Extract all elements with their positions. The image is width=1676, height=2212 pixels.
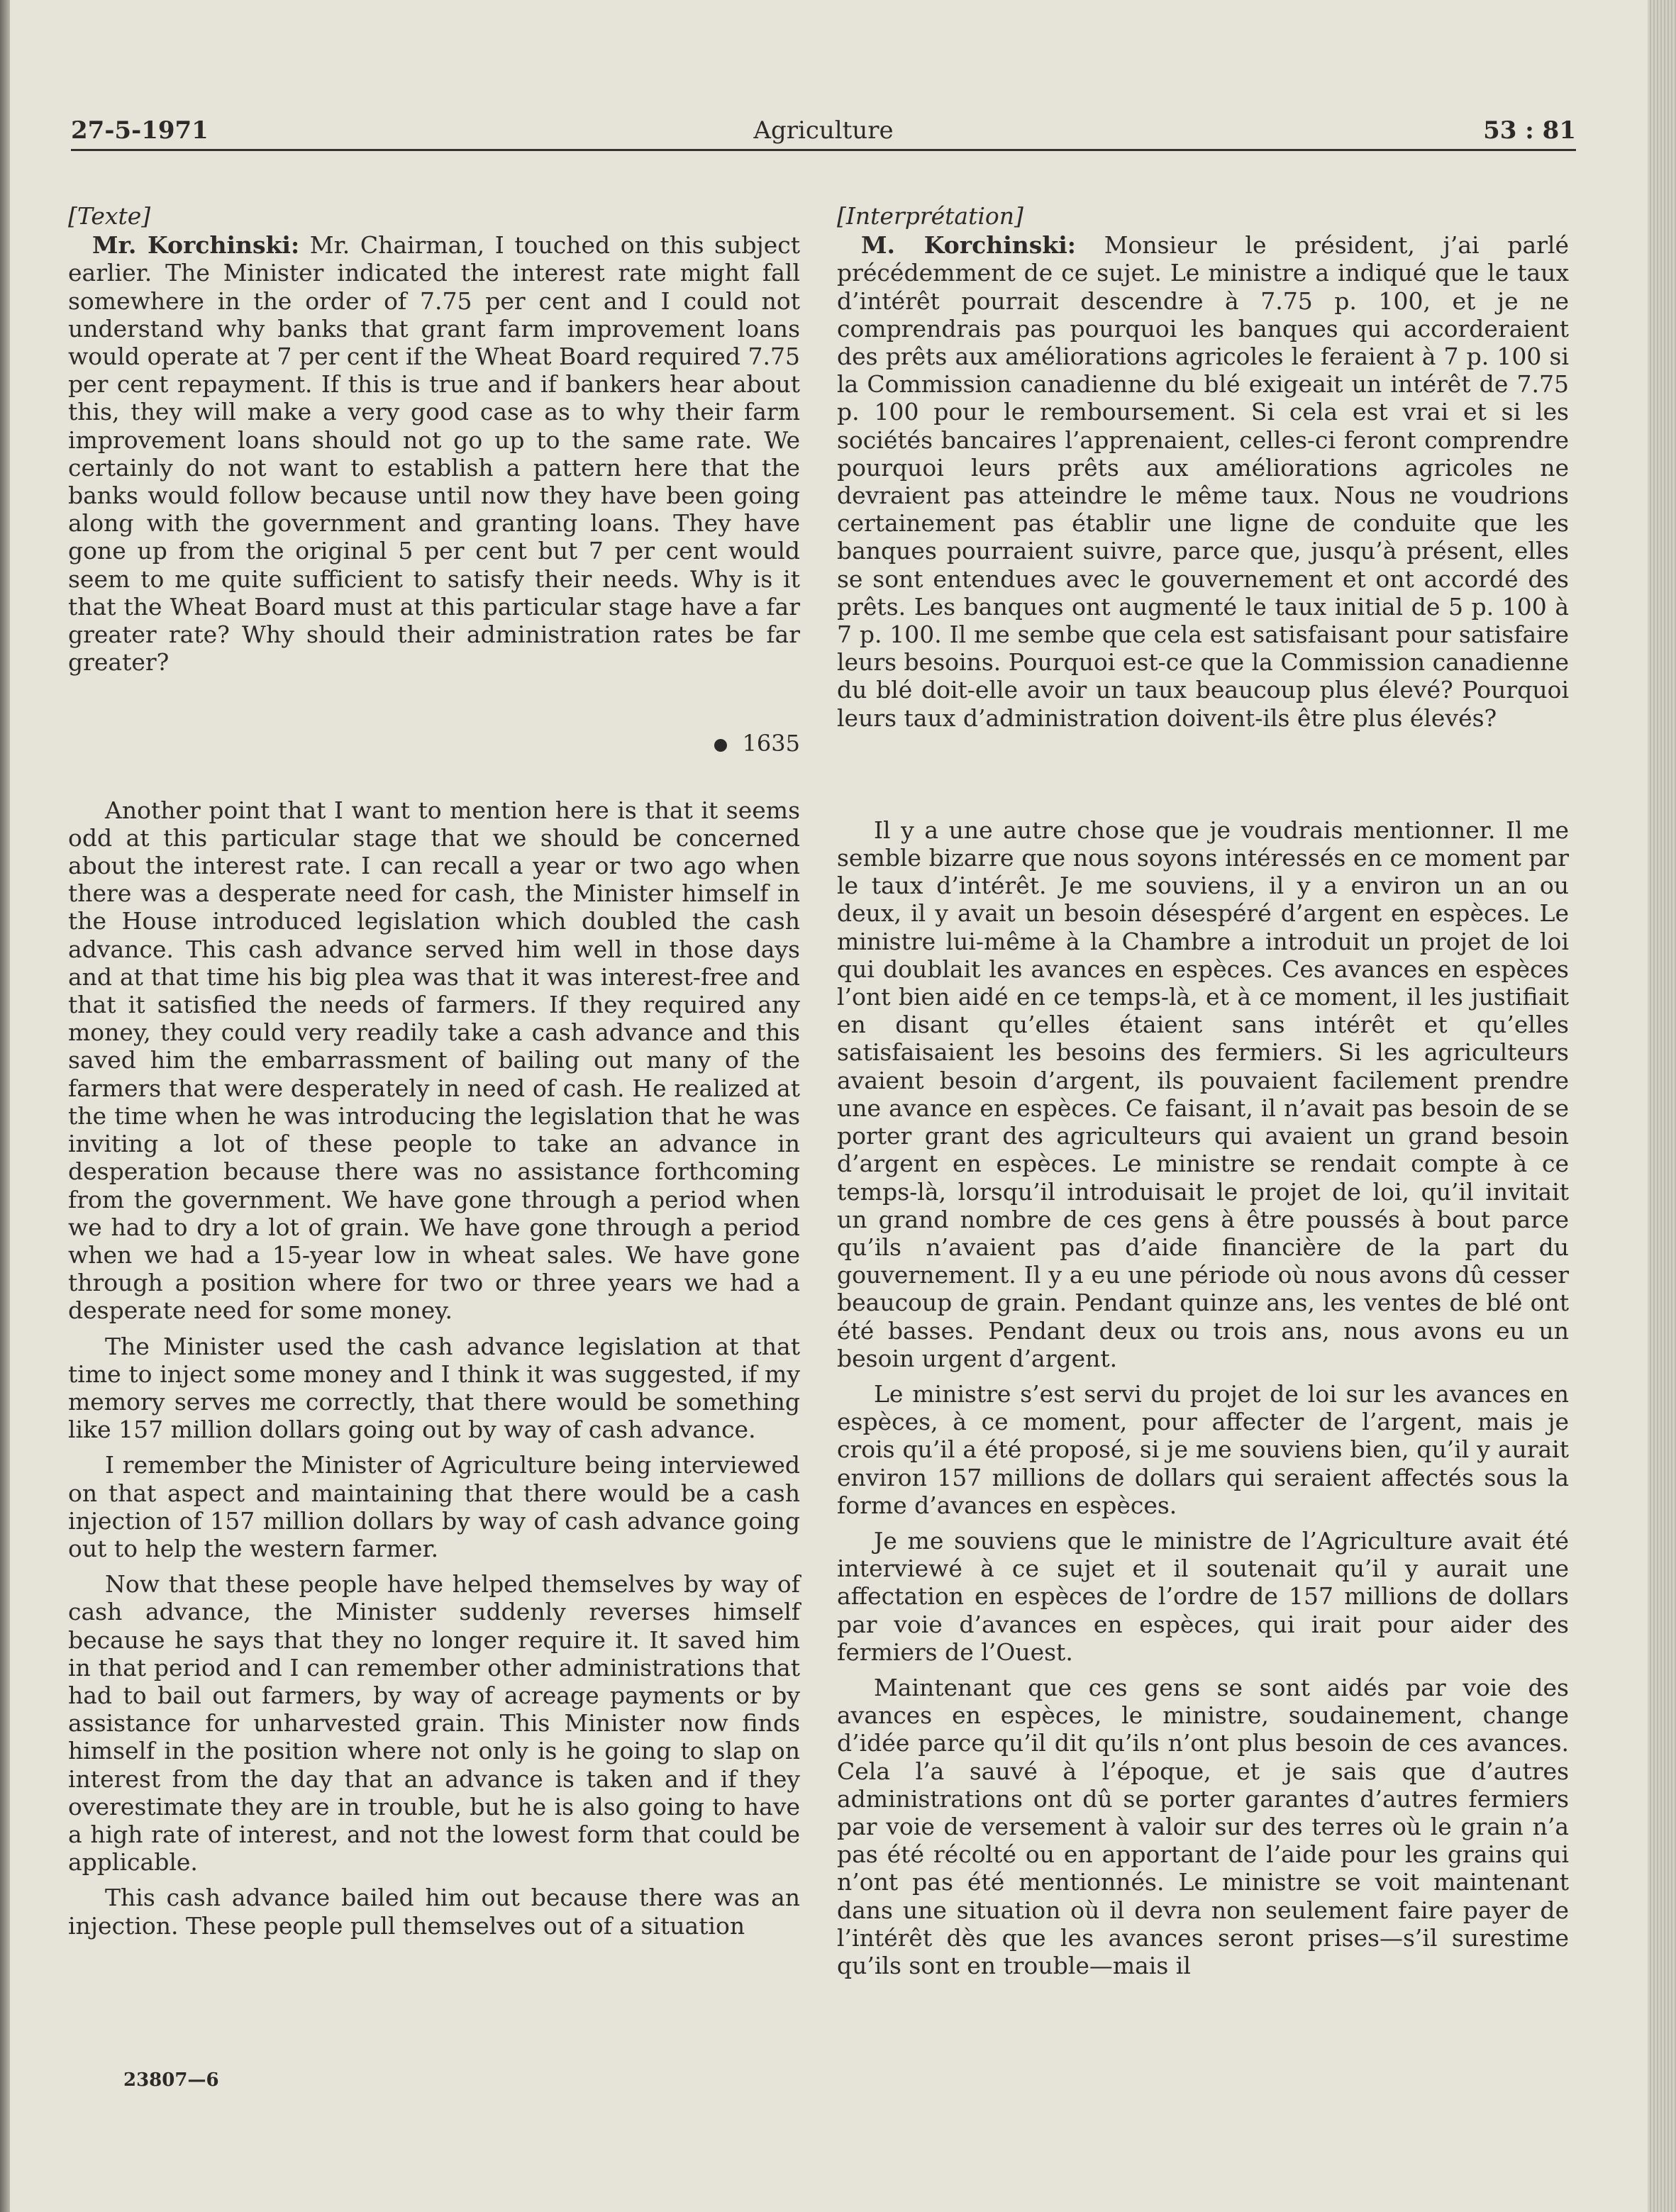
paragraph-text: Monsieur le président, j’ai parlé précédemment de ce sujet. Le ministre a indiqué que le taux d’intérêt pourrait descendre à 7.75 p. 100, et je ne comprendrais pas pourquoi les banques qui accorderaient des prêts aux améliorations agricoles le feraient à 7 p. 100 si la Commission canadienne du blé exigeait un intérêt de 7.75 p. 100 pour le remboursement. Si cela est vrai et si les sociétés bancaires l’apprenaient, celles-ci feront comprendre pourquoi leurs prêts aux améliorations agricoles ne devraient pas atteindre le même taux. Nous ne voudrions certainement pas établir une ligne de conduite que les banques pourraient suivre, parce que, jusqu’à présent, elles se sont entendues avec le gouvernement et ont accordé des prêts. Les banques ont augmenté le taux initial de 5 p. 100 à 7 p. 100. Il me sembe que cela est satisfaisant pour satisfaire leurs besoins. Pourquoi est-ce que la Commission canadienne du blé doit-elle avoir un taux beaucoup plus élevé? Pourquoi leurs taux d’administration doivent-ils être plus élevés? [837, 231, 1570, 732]
paragraph: Maintenant que ces gens se sont aidés par voie des avances en espèces, le ministre, soudainement, change d’idée parce qu’il dit qu’ils n’ont plus besoin de ces avances. Cela l’a sauvé à l’époque, et je sais que d’autres administrations ont dû se porter garantes d’autres fermiers par voie de versement à valoir sur des terres où le grain n’a pas été récolté ou en apportant de l’aide pour les grains qui n’ont pas été mentionnés. Le ministre se voit maintenant dans une situation où il devra non seulement faire payer de l’intérêt dès que les avances seront prises—s’il surestime qu’ils sont en trouble—mais il [837, 1673, 1569, 1979]
speaker-name: Mr. Korchinski: [92, 231, 300, 260]
time-marker-text: 1635 [742, 730, 800, 757]
header-page-number: 53 : 81 [1483, 116, 1576, 145]
paragraph [68, 231, 800, 676]
print-code: 23807—6 [123, 2069, 219, 2091]
header-title: Agriculture [753, 116, 894, 145]
language-tag: [Texte] [68, 202, 151, 230]
paragraph: The Minister used the cash advance legislation at that time to inject some money and I think it was suggested, if my memory serves me correctly, that there would be something like 157 million dollars going out by way of cash advance. [68, 1332, 800, 1444]
paragraph [837, 231, 1569, 732]
language-tag: [Interprétation] [837, 202, 1023, 230]
page-header [71, 113, 1576, 151]
paragraph-text: Mr. Chairman, I touched on this subject earlier. The Minister indicated the interest rate might fall somewhere in the order of 7.75 per cent and I could not understand why banks that grant farm improvement loans would operate at 7 per cent if the Wheat Board required 7.75 per cent repayment. If this is true and if bankers hear about this, they will make a very good case as to why their farm improvement loans should not go up to the same rate. We certainly do not want to establish a pattern here that the banks would follow because until now they have been going along with the government and granting loans. They have gone up from the original 5 per cent but 7 per cent would seem to me quite sufficient to satisfy their needs. Why is it that the Wheat Board must at this particular stage have a far greater rate? Why should their administration rates be far greater? [68, 231, 800, 677]
time-marker [68, 730, 800, 757]
page-binding-edge [0, 0, 10, 2212]
english-column [68, 202, 800, 1947]
bullet-icon [714, 739, 727, 752]
paragraph: Le ministre s’est servi du projet de loi sur les avances en espèces, à ce moment, pour affecter de l’argent, mais je crois qu’il a été proposé, si je me souviens bien, qu’il y aurait environ 157 millions de dollars qui seraient affectés sous la forme d’avances en espèces. [837, 1379, 1569, 1519]
french-column [837, 202, 1569, 1987]
paragraph: This cash advance bailed him out because there was an injection. These people pull themselves out of a situation [68, 1884, 800, 1940]
paragraph: Je me souviens que le ministre de l’Agriculture avait été interviewé à ce sujet et il soutenait qu’il y aurait une affectation en espèces de l’ordre de 157 millions de dollars par voie d’avances en espèces, qui irait pour aider des fermiers de l’Ouest. [837, 1526, 1569, 1666]
paragraph: Another point that I want to mention here is that it seems odd at this particular stage that we should be concerned about the interest rate. I can recall a year or two ago when there was a desperate need for cash, the Minister himself in the House introduced legislation which doubled the cash advance. This cash advance served him well in those days and at that time his big plea was that it was interest-free and that it satisfied the needs of farmers. If they required any money, they could very readily take a cash advance and this saved him the embarrassment of bailing out many of the farmers that were desperately in need of cash. He realized at the time when he was introducing the legislation that he was inviting a lot of these people to take an advance in desperation because there was no assistance forthcoming from the government. We have gone through a period when we had to dry a lot of grain. We have gone through a period when we had a 15-year low in wheat sales. We have gone through a position where for two or three years we had a desperate need for some money. [68, 796, 800, 1325]
page-stack-edge [1648, 0, 1676, 2212]
header-date: 27-5-1971 [71, 116, 209, 145]
spacer [837, 740, 1569, 816]
speaker-name: M. Korchinski: [861, 231, 1076, 260]
paragraph: Il y a une autre chose que je voudrais mentionner. Il me semble bizarre que nous soyons intéressés en ce moment par le taux d’intérêt. Je me souviens, il y a environ un an ou deux, il y avait un besoin désespéré d’argent en espèces. Le ministre lui-même à la Chambre a introduit un projet de loi qui doublait les avances en espèces. Ces avances en espèces l’ont bien aidé en ce temps-là, et à ce moment, il les justifiait en disant qu’elles étaient sans intérêt et qu’elles satisfaisaient les besoins des fermiers. Si les agriculteurs avaient besoin d’argent, ils pouvaient facilement prendre une avance en espèces. Ce faisant, il n’avait pas besoin de se porter grant des agriculteurs qui avaient un grand besoin d’argent en espèces. Le ministre se rendait compte à ce temps-là, lorsqu’il introduisait le projet de loi, qu’il invitait un grand nombre de ces gens à être poussés à bout parce qu’ils n’avaient pas d’aide financière de la part du gouvernement. Il y a eu une période où nous avons dû cesser beaucoup de grain. Pendant quinze ans, les ventes de blé ont été basses. Pendant deux ou trois ans, nous avons eu un besoin urgent d’argent. [837, 816, 1569, 1372]
paragraph: I remember the Minister of Agriculture being interviewed on that aspect and maintaining that there would be a cash injection of 157 million dollars by way of cash advance going out to help the western farmer. [68, 1451, 800, 1562]
paragraph: Now that these people have helped themselves by way of cash advance, the Minister suddenly reverses himself because he says that they no longer require it. It saved him in that period and I can remember other administrations that had to bail out farmers, by way of acreage payments or by assistance for unharvested grain. This Minister now finds himself in the position where not only is he going to slap on interest from the day that an advance is taken and if they overestimate they are in trouble, but he is also going to have a high rate of interest, and not the lowest form that could be applicable. [68, 1570, 800, 1877]
